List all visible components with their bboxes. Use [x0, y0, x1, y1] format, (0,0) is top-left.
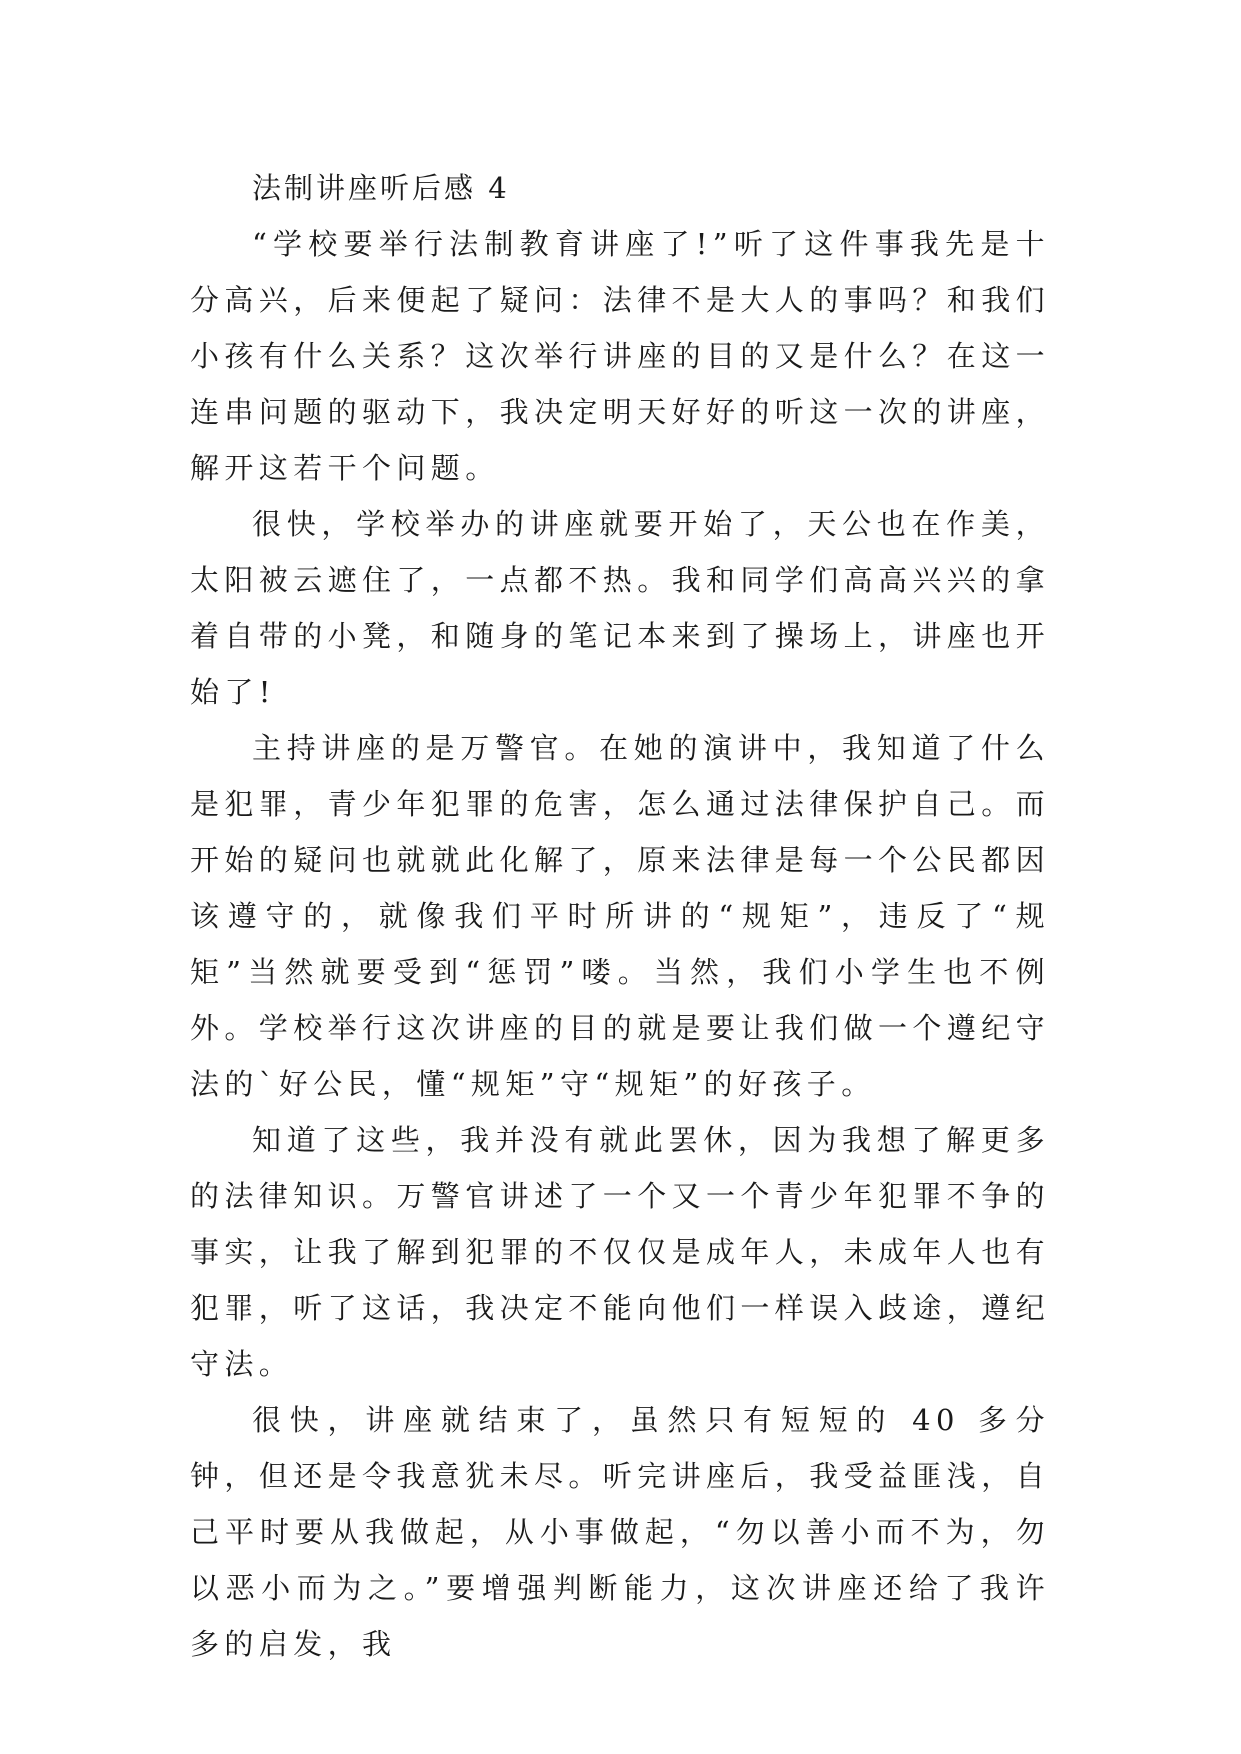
document-body	[190, 160, 1050, 1672]
paragraph-2: 很快，学校举办的讲座就要开始了，天公也在作美，太阳被云遮住了，一点都不热。我和同学们高高兴兴的拿着自带的小凳，和随身的笔记本来到了操场上，讲座也开始了!	[190, 507, 1051, 709]
paragraph-5: 很快，讲座就结束了，虽然只有短短的 40 多分钟，但还是令我意犹未尽。听完讲座后，我受益匪浅，自己平时要从我做起，从小事做起，“勿以善小而不为，勿以恶小而为之。”要增强判断能力，这次讲座还给了我许多的启发，我	[190, 1403, 1051, 1661]
paragraph-4: 知道了这些，我并没有就此罢休，因为我想了解更多的法律知识。万警官讲述了一个又一个青少年犯罪不争的事实，让我了解到犯罪的不仅仅是成年人，未成年人也有犯罪，听了这话，我决定不能向他们一样误入歧途，遵纪守法。	[190, 1123, 1051, 1381]
paragraph-1: “学校要举行法制教育讲座了!”听了这件事我先是十分高兴，后来便起了疑问：法律不是大人的事吗？和我们小孩有什么关系？这次举行讲座的目的又是什么？在这一连串问题的驱动下，我决定明天好好的听这一次的讲座，解开这若干个问题。	[190, 227, 1051, 485]
paragraph-3: 主持讲座的是万警官。在她的演讲中，我知道了什么是犯罪，青少年犯罪的危害，怎么通过法律保护自己。而开始的疑问也就就此化解了，原来法律是每一个公民都因该遵守的，就像我们平时所讲的“规矩”，违反了“规矩”当然就要受到“惩罚”喽。当然，我们小学生也不例外。学校举行这次讲座的目的就是要让我们做一个遵纪守法的`好公民，懂“规矩”守“规矩”的好孩子。	[190, 731, 1051, 1101]
document-title: 法制讲座听后感 4	[252, 171, 510, 205]
